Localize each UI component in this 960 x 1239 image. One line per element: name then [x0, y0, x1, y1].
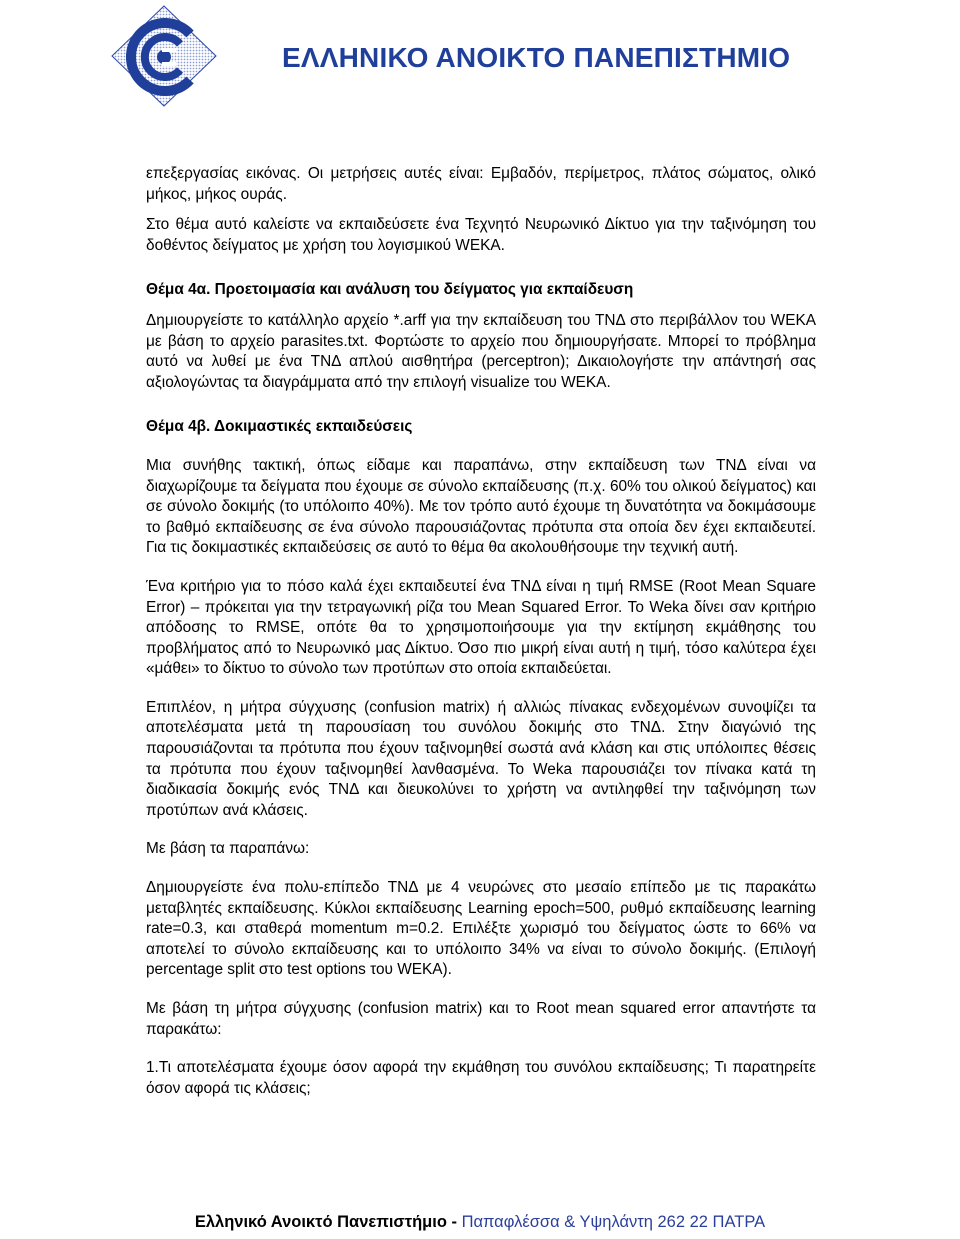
section-4b-paragraph: Ένα κριτήριο για το πόσο καλά έχει εκπαιδευτεί ένα ΤΝΔ είναι η τιμή RMSE (Root Mean Square Error) – πρόκειται για την τετραγωνική ρίζα του Mean Squared Error. Το Weka δίνει σαν κριτήριο απόδοσης το RMSE, οπότε θα το χρησιμοποιήσουμε για την εκτίμηση εκμάθησης του προβλήματος από το Νευρωνικό μας Δίκτυο. Όσο πιο μικρή είναι αυτή η τιμή, τόσο καλύτερα έχει «μάθει» το δίκτυο το σύνολο των προτύπων στο οποία εκπαιδεύεται.	[146, 577, 816, 678]
intro-paragraph-1: επεξεργασίας εικόνας. Οι μετρήσεις αυτές είναι: Εμβαδόν, περίμετρος, πλάτος σώματος, ολικό μήκος, μήκος ουράς.	[146, 165, 816, 203]
section-4a-label: Θέμα 4α.	[146, 281, 211, 299]
page-header	[0, 0, 960, 120]
footer-university-name: Ελληνικό Ανοικτό Πανεπιστήμιο -	[194, 1213, 462, 1231]
section-4b-heading	[146, 417, 816, 438]
section-4b-question: 1.Τι αποτελέσματα έχουμε όσον αφορά την εκμάθηση του συνόλου εκπαίδευσης; Τι παρατηρείτε όσον αφορά τις κλάσεις;	[146, 1059, 816, 1097]
section-4a-title: Προετοιμασία και ανάλυση του δείγματος για εκπαίδευση	[214, 281, 634, 299]
university-title: ΕΛΛΗΝΙΚΟ ΑΝΟΙΚΤΟ ΠΑΝΕΠΙΣΤΗΜΙΟ	[282, 42, 791, 73]
section-4b-paragraph: Με βάση τη μήτρα σύγχυσης (confusion matrix) και το Root mean squared error απαντήστε τα παρακάτω:	[146, 1000, 816, 1038]
document-body	[146, 164, 816, 1099]
section-4a-heading	[146, 280, 816, 301]
section-4b-paragraph: Με βάση τα παραπάνω:	[146, 840, 310, 858]
page-footer	[0, 1213, 960, 1232]
footer-address: Παπαφλέσσα & Υψηλάντη 262 22 ΠΑΤΡΑ	[461, 1213, 766, 1231]
section-4a-text: Δημιουργείστε το κατάλληλο αρχείο *.arff για την εκπαίδευση του ΤΝΔ στο περιβάλλον του WEKA με βάση το αρχείο parasites.txt. Φορτώστε το αρχείο που δημιουργήσατε. Μπορεί το πρόβλημα αυτό να λυθεί με ένα ΤΝΔ απλού αισθητήρα (perceptron); Δικαιολογήστε την απάντησή σας αξιολογώντας τα διαγράμματα από την επιλογή visualize του WEKA.	[146, 311, 816, 391]
section-4b-paragraph: Επιπλέον, η μήτρα σύγχυσης (confusion matrix) ή αλλιώς πίνακας ενδεχομένων συνοψίζει τα αποτελέσματα μετά τη παρουσίαση του συνόλου δοκιμής στο ΤΝΔ. Στην διαγώνιό της παρουσιάζονται τα πρότυπα που έχουν ταξινομηθεί σωστά ανά κλάση και στις υπόλοιπες θέσεις τα πρότυπα που έχουν ταξινομηθεί λανθασμένα. Το Weka παρουσιάζει τον πίνακα κατά τη διαδικασία δοκιμής ενός ΤΝΔ και διευκολύνει το χρήστη να αντιληφθεί την ταξινόμηση των προτύπων ανά κλάσεις.	[146, 698, 816, 819]
section-4b-title: Δοκιμαστικές εκπαιδεύσεις	[214, 418, 413, 436]
section-4b-label: Θέμα 4β.	[146, 418, 211, 436]
eap-logo-icon	[108, 4, 220, 108]
section-4b-paragraph: Δημιουργείστε ένα πολυ-επίπεδο ΤΝΔ με 4 νευρώνες στο μεσαίο επίπεδο με τις παρακάτω μεταβλητές εκπαίδευσης. Κύκλοι εκπαίδευσης Learning epoch=500, ρυθμό εκπαίδευσης learning rate=0.3, και σταθερά momentum m=0.2. Επιλέξτε χωρισμό του δείγματος ώστε το 66% να αποτελεί το σύνολο εκπαίδευσης και το υπόλοιπο 34% να είναι το σύνολο δοκιμής. (Επιλογή percentage split στο test options του WEKA).	[146, 879, 816, 979]
intro-paragraph-2: Στο θέμα αυτό καλείστε να εκπαιδεύσετε ένα Τεχνητό Νευρωνικό Δίκτυο για την ταξινόμηση του δοθέντος δείγματος με χρήση του λογισμικού WEKA.	[146, 216, 816, 254]
section-4b-paragraph: Μια συνήθης τακτική, όπως είδαμε και παραπάνω, στην εκπαίδευση των ΤΝΔ είναι να διαχωρίζουμε τα δείγματα που έχουμε σε σύνολο εκπαίδευσης (π.χ. 60% του ολικού δείγματος) και σε σύνολο δοκιμής (το υπόλοιπο 40%). Με τον τρόπο αυτό έχουμε τη δυνατότητα να δοκιμάσουμε το βαθμό εκπαίδευσης σε ένα σύνολο παρουσιάζοντας πρότυπα στα οποία δεν έχει εκπαιδευτεί. Για τις δοκιμαστικές εκπαιδεύσεις σε αυτό το θέμα θα ακολουθήσουμε την τεχνική αυτή.	[146, 456, 816, 557]
